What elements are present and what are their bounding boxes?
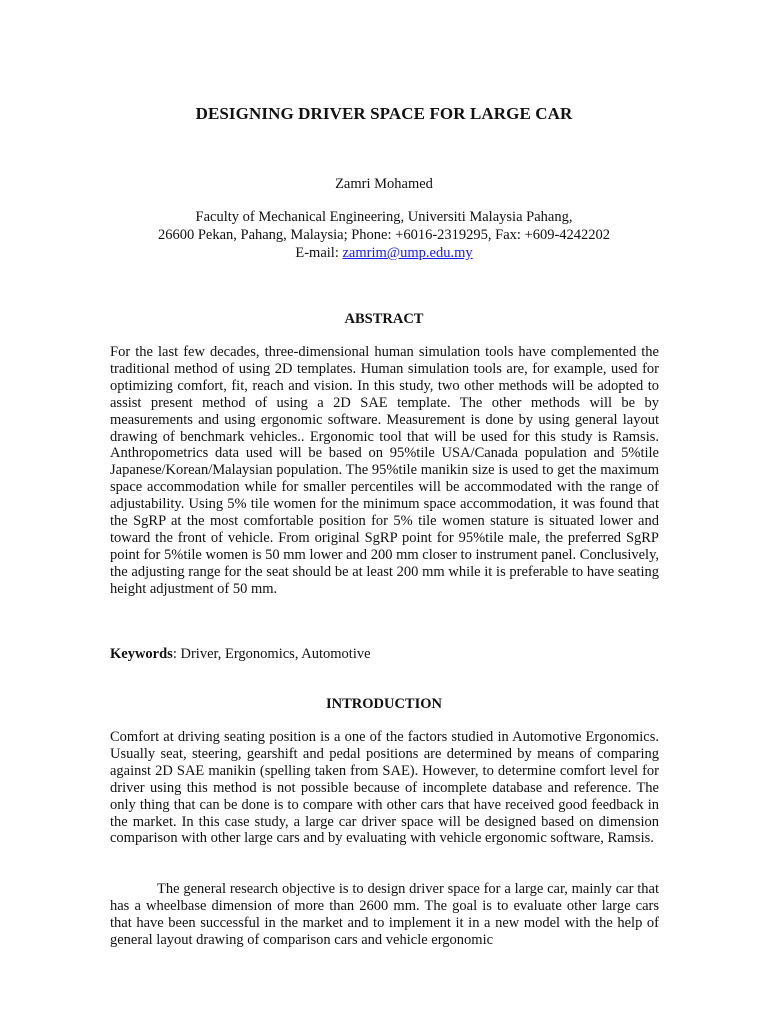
email-label: E-mail:	[295, 245, 343, 261]
introduction-paragraph-2: The general research objective is to design driver space for a large car, mainly car that has a wheelbase dimension of more than 2600 mm. The goal is to evaluate other large cars that have been successful in the market and to implement it in a new model with the help of general layout drawing of comparison cars and vehicle ergonomic	[110, 881, 659, 948]
keywords-line	[110, 646, 659, 663]
email-line	[0, 244, 768, 262]
keywords-label: Keywords	[110, 646, 173, 662]
abstract-text: For the last few decades, three-dimensional human simulation tools have complemented the traditional method of using 2D templates. Human simulation tools are, for example, used for optimizing comfort, fit, reach and vision. In this study, two other methods will be adopted to assist present method of using a 2D SAE template. The other methods will be by measurements and using ergonomic software. Measurement is done by using general layout drawing of benchmark vehicles.. Ergonomic tool that will be used for this study is Ramsis. Anthropometrics data used will be based on 95%tile USA/Canada population and 5%tile Japanese/Korean/Malaysian population. The 95%tile manikin size is used to get the maximum space accommodation while for smaller percentiles will be accommodated with the range of adjustability. Using 5% tile women for the minimum space accommodation, it was found that the SgRP at the most comfortable position for 5% tile women stature is situated lower and toward the front of vehicle. From original SgRP point for 95%tile male, the preferred SgRP point for 5%tile women is 50 mm lower and 200 mm closer to instrument panel. Conclusively, the adjusting range for the seat should be at least 200 mm while it is preferable to have seating height adjustment of 50 mm.	[110, 344, 659, 597]
keywords-text: : Driver, Ergonomics, Automotive	[172, 646, 371, 662]
introduction-paragraph-1: Comfort at driving seating position is a one of the factors studied in Automotive Ergonomics. Usually seat, steering, gearshift and pedal positions are determined by means of comparing against 2D SAE manikin (spelling taken from SAE). However, to determine comfort level for driver using this method is not possible because of incomplete database and reference. The only thing that can be done is to compare with other cars that have received good feedback in the market. In this case study, a large car driver space will be designed based on dimension comparison with other large cars and by evaluating with vehicle ergonomic software, Ramsis.	[110, 729, 659, 847]
paper-title: DESIGNING DRIVER SPACE FOR LARGE CAR	[195, 104, 573, 123]
abstract-heading: ABSTRACT	[344, 311, 424, 327]
author-affiliation	[0, 208, 768, 262]
introduction-heading: INTRODUCTION	[325, 696, 442, 712]
email-link[interactable]: zamrim@ump.edu.my	[342, 245, 473, 261]
author-name: Zamri Mohamed	[335, 176, 433, 192]
affiliation-line-2: 26600 Pekan, Pahang, Malaysia; Phone: +6016-2319295, Fax: +609-4242202	[157, 227, 611, 243]
affiliation-line-1: Faculty of Mechanical Engineering, Universiti Malaysia Pahang,	[195, 209, 573, 225]
